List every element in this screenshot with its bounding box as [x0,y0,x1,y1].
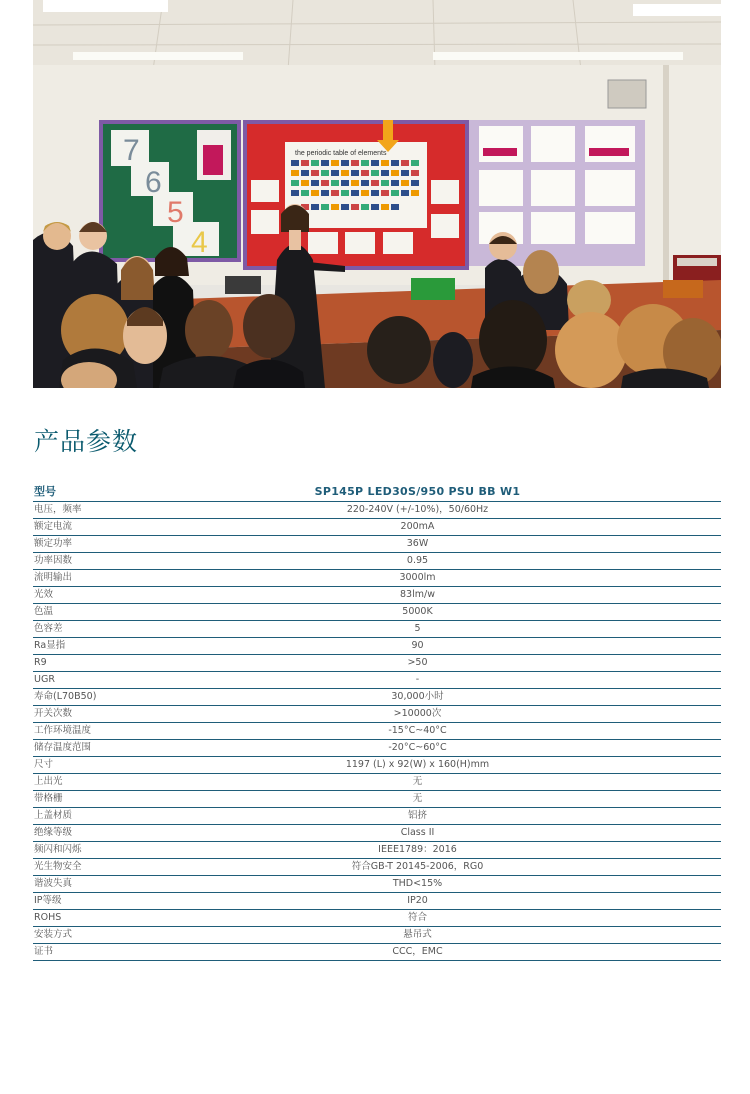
table-row [33,620,721,637]
spec-label: 证书 [34,945,54,957]
spec-label: 流明输出 [34,571,73,583]
table-row [33,892,721,909]
spec-label: 上盖材质 [34,809,73,821]
spec-value: 符合GB-T 20145-2006，RG0 [351,860,484,872]
spec-value: 83lm/w [400,588,435,600]
board-number-4: 4 [191,226,208,259]
table-row [33,637,721,654]
spec-label: 工作环境温度 [34,724,92,736]
spec-value: -15°C~40°C [388,724,447,736]
spec-label: 光生物安全 [34,860,82,872]
table-row [33,756,721,773]
spec-label: 寿命(L70B50) [34,690,97,702]
spec-value: 5 [414,622,421,634]
spec-value: THD<15% [392,877,443,889]
board-number-6: 6 [145,166,162,199]
classroom-photo [33,0,721,388]
spec-value: 220-240V (+/-10%)，50/60Hz [346,503,489,515]
spec-label: 功率因数 [34,554,73,566]
spec-value: 3000lm [399,571,436,583]
spec-value: 悬吊式 [403,928,432,940]
table-header-row [33,483,721,501]
table-row [33,807,721,824]
spec-label: 安装方式 [34,928,73,940]
spec-label: 谐波失真 [34,877,73,889]
spec-label: UGR [34,673,55,685]
spec-label: 电压，频率 [34,503,82,515]
table-row [33,586,721,603]
table-row [33,841,721,858]
header-model: SP145P LED30S/950 PSU BB W1 [314,484,521,498]
spec-label: 额定电流 [34,520,73,532]
table-row [33,705,721,722]
table-row [33,824,721,841]
table-row [33,739,721,756]
spec-label: 绝缘等级 [34,826,73,838]
spec-value: 铝挤 [407,809,427,821]
spec-label: ROHS [34,911,62,923]
spec-label: 光效 [34,588,54,600]
spec-label: 带格栅 [34,792,63,804]
table-row [33,926,721,943]
table-row [33,569,721,586]
spec-value: CCC，EMC [392,945,443,957]
spec-value: 90 [411,639,424,651]
spec-value: >10000次 [393,707,442,719]
board-number-7: 7 [123,134,140,167]
spec-value: 30,000小时 [391,690,444,702]
periodic-table-title: the periodic table of elements [295,150,387,157]
spec-value: 无 [412,775,423,787]
table-row [33,535,721,552]
spec-value: 1197 (L) x 92(W) x 160(H)mm [345,758,490,770]
table-row [33,858,721,875]
spec-label: 储存温度范围 [34,741,92,753]
table-row [33,603,721,620]
table-row [33,501,721,518]
table-row [33,654,721,671]
spec-value: >50 [407,656,428,668]
spec-value: 200mA [400,520,435,532]
table-row [33,943,721,960]
spec-value: IEEE1789：2016 [378,843,457,855]
spec-value: - [415,673,420,685]
spec-label: 上出光 [34,775,63,787]
spec-label: IP等级 [34,894,62,906]
table-row [33,773,721,790]
spec-value: 无 [412,792,423,804]
table-row [33,688,721,705]
spec-label: 开关次数 [34,707,73,719]
table-row [33,875,721,892]
spec-label: 频闪和闪烁 [34,843,82,855]
spec-label: 额定功率 [34,537,73,549]
table-row [33,671,721,688]
table-row [33,552,721,569]
spec-value: 符合 [407,911,427,923]
table-row [33,790,721,807]
spec-label: 色容差 [34,622,63,634]
table-row [33,722,721,739]
header-label: 型号 [34,484,56,498]
spec-value: -20°C~60°C [388,741,447,753]
board-number-5: 5 [167,196,184,229]
spec-value: 5000K [402,605,433,617]
spec-value: 0.95 [406,554,429,566]
spec-value: Class II [400,826,435,838]
table-row [33,518,721,535]
spec-table [33,483,721,961]
table-row [33,909,721,926]
spec-label: 色温 [34,605,54,617]
spec-label: Ra显指 [34,639,66,651]
spec-value: 36W [406,537,429,549]
spec-label: 尺寸 [34,758,54,770]
spec-value: IP20 [407,894,428,906]
section-title: 产品参数 [34,427,139,456]
spec-label: R9 [34,656,47,668]
